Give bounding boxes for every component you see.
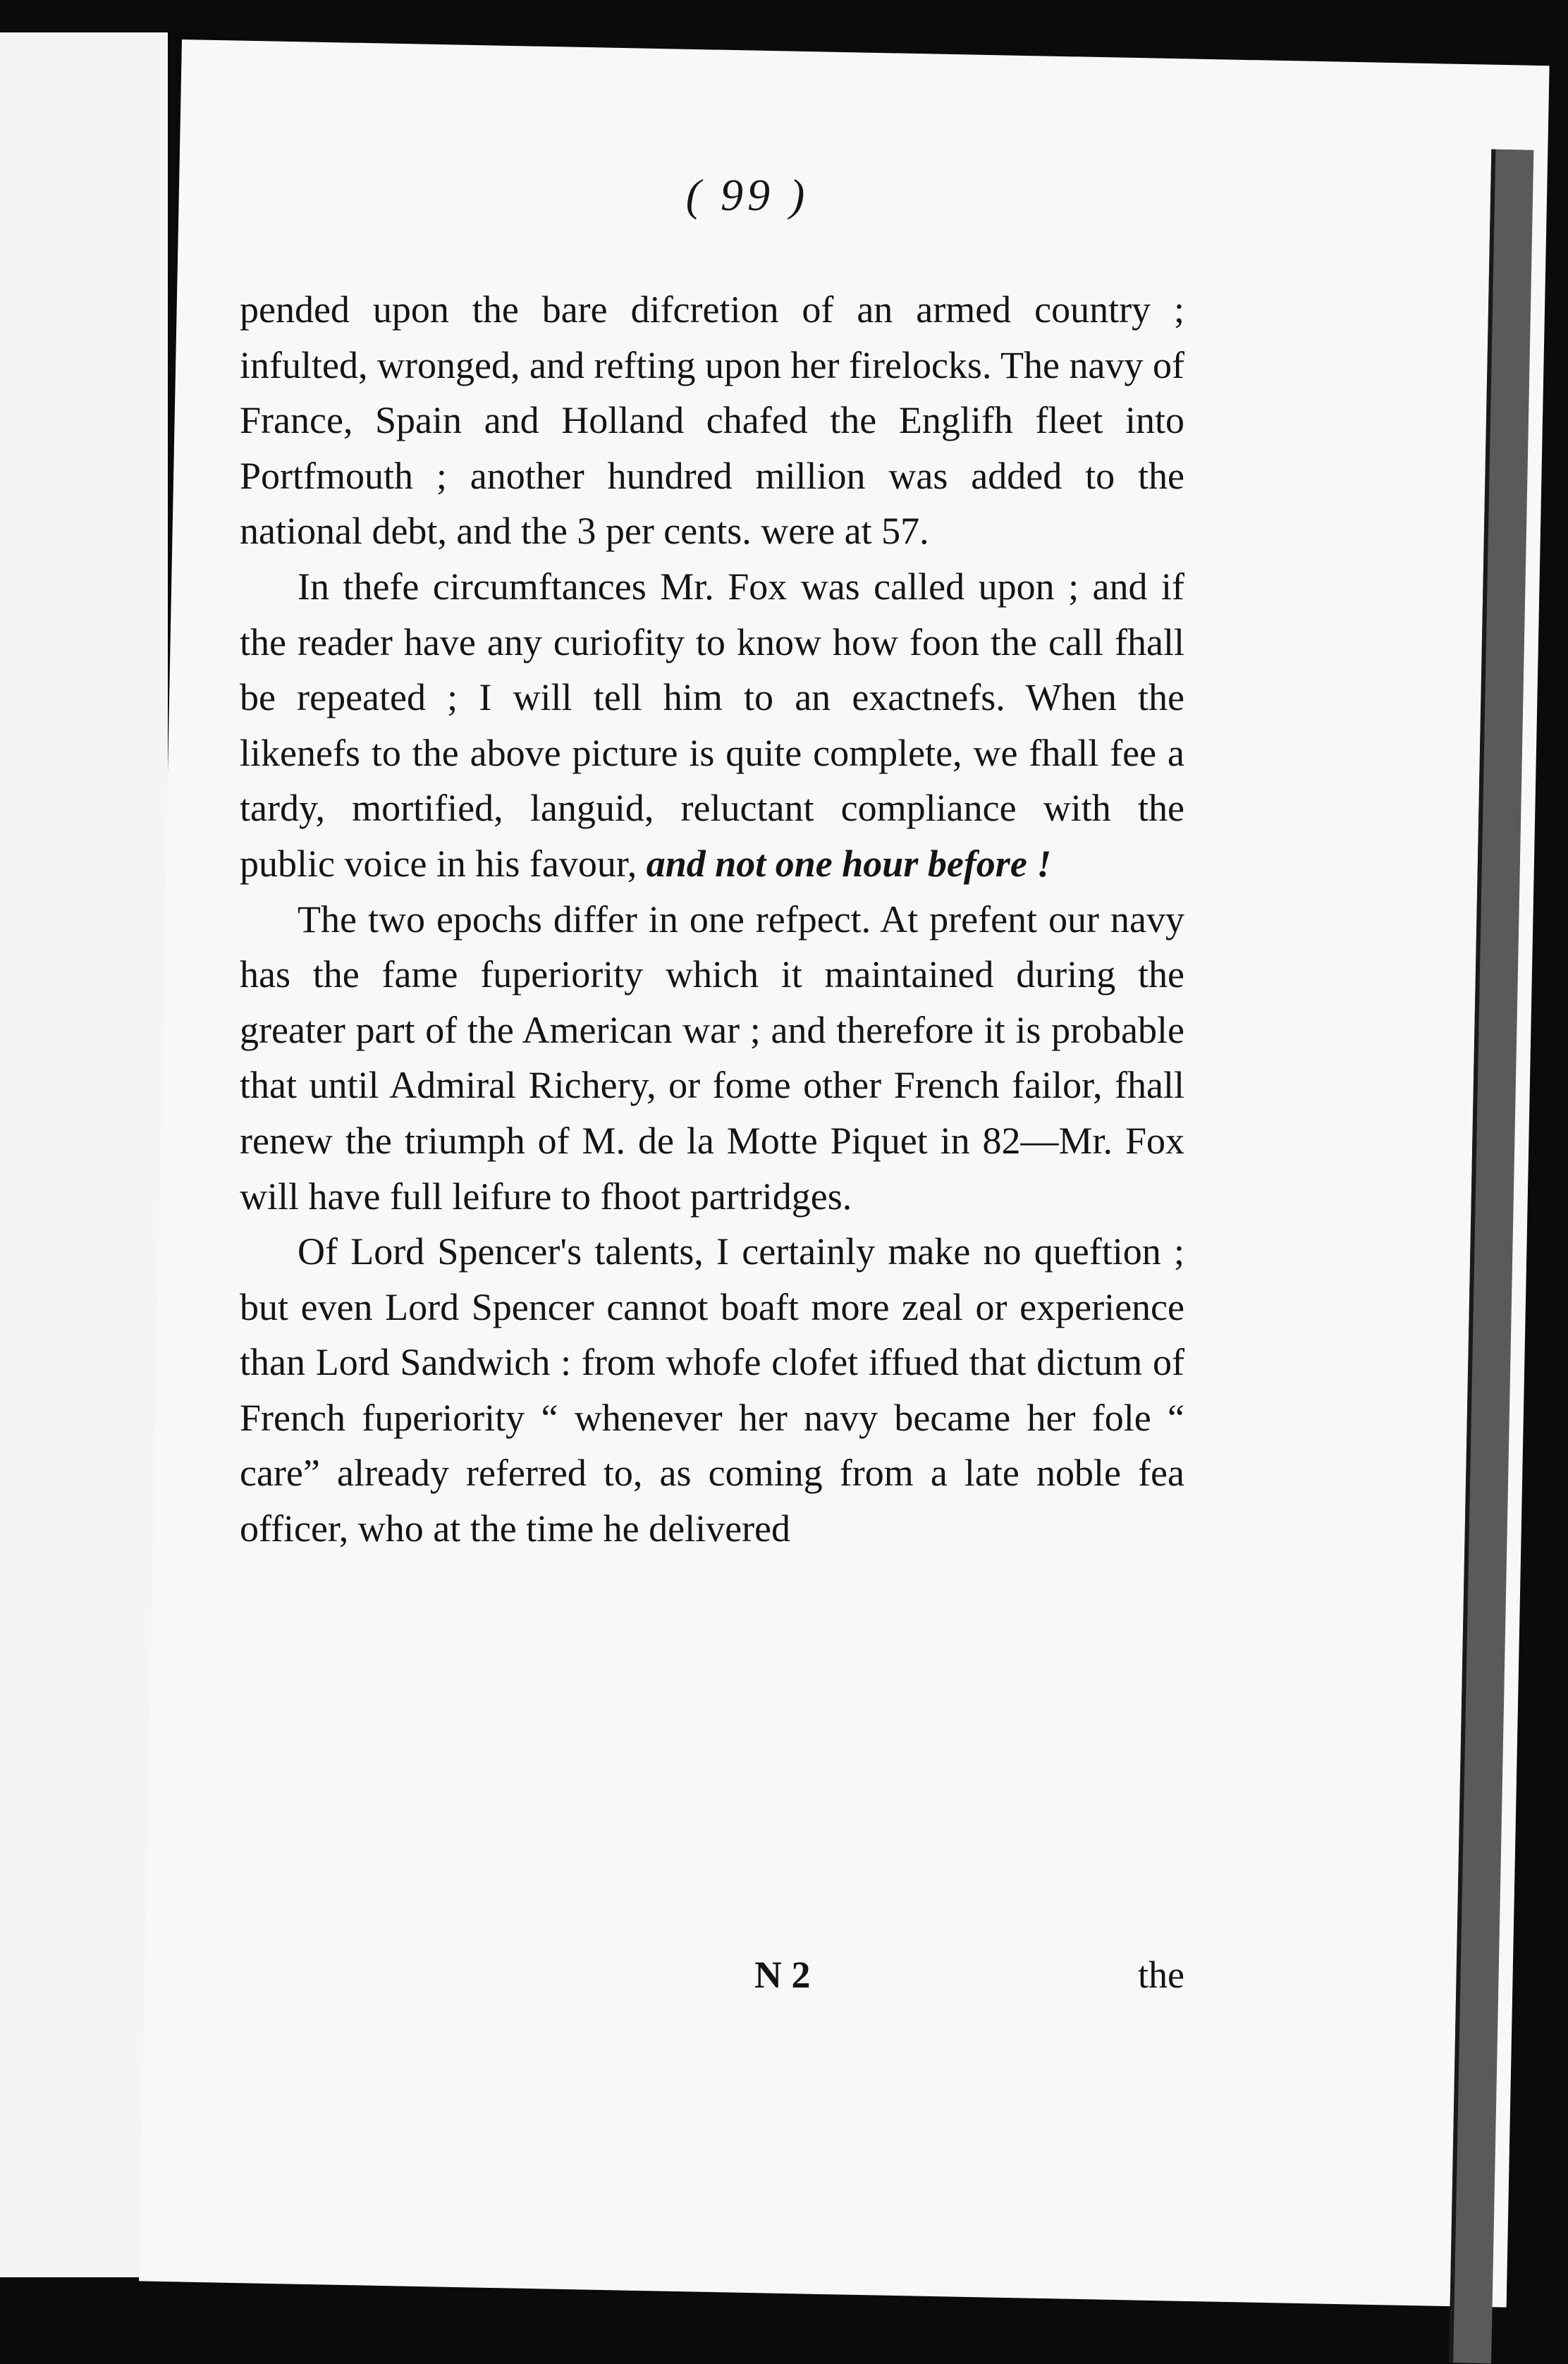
body-text <box>240 282 1184 1557</box>
paragraph-1 <box>240 282 1184 559</box>
paragraph-1-text: pended upon the bare difcretion of an armed country ; infulted, wronged, and refting upon her firelocks. The navy of France, Spain and Holland chafed the Englifh fleet into Portfmouth ; another hundred million was added to the national debt, and the 3 per cents. were at 57. <box>240 288 1184 553</box>
page-edge-shadow <box>1449 149 1533 2364</box>
page-footer <box>240 1953 1184 2009</box>
paragraph-3-text: The two epochs differ in one refpect. At prefent our navy has the fame fuperiority which it maintained during the greater part of the American war ; and therefore it is probable that until Admiral Richery, or fome other French failor, fhall renew the triumph of M. de la Motte Piquet in 82—Mr. Fox will have full leifure to fhoot partridges. <box>240 898 1184 1218</box>
paragraph-2-text: In thefe circumftances Mr. Fox was called upon ; and if the reader have any curiofity to know how foon the call fhall be repeated ; I will tell him to an exactnefs. When the likenefs to the above picture is quite complete, we fhall fee a tardy, mortified, languid, reluctant compliance with the public voice in his favour, <box>240 565 1184 885</box>
paragraph-4 <box>240 1224 1184 1557</box>
signature-mark: N 2 <box>754 1954 811 1996</box>
paragraph-4-text: Of Lord Spencer's talents, I certainly make no queftion ; but even Lord Spencer cannot boaft more zeal or experience than Lord Sandwich : from whofe clofet iffued that dictum of French fuperiority “ whenever her navy became her fole “ care” already referred to, as coming from a late noble fea officer, who at the time he delivered <box>240 1230 1184 1550</box>
paragraph-2-emphasis: and not one hour before ! <box>646 842 1052 885</box>
paragraph-2 <box>240 559 1184 892</box>
catchword: the <box>1138 1954 1184 1996</box>
page-number: ( 99 ) <box>685 170 809 220</box>
left-page-edge <box>0 32 168 2277</box>
paragraph-3 <box>240 892 1184 1225</box>
